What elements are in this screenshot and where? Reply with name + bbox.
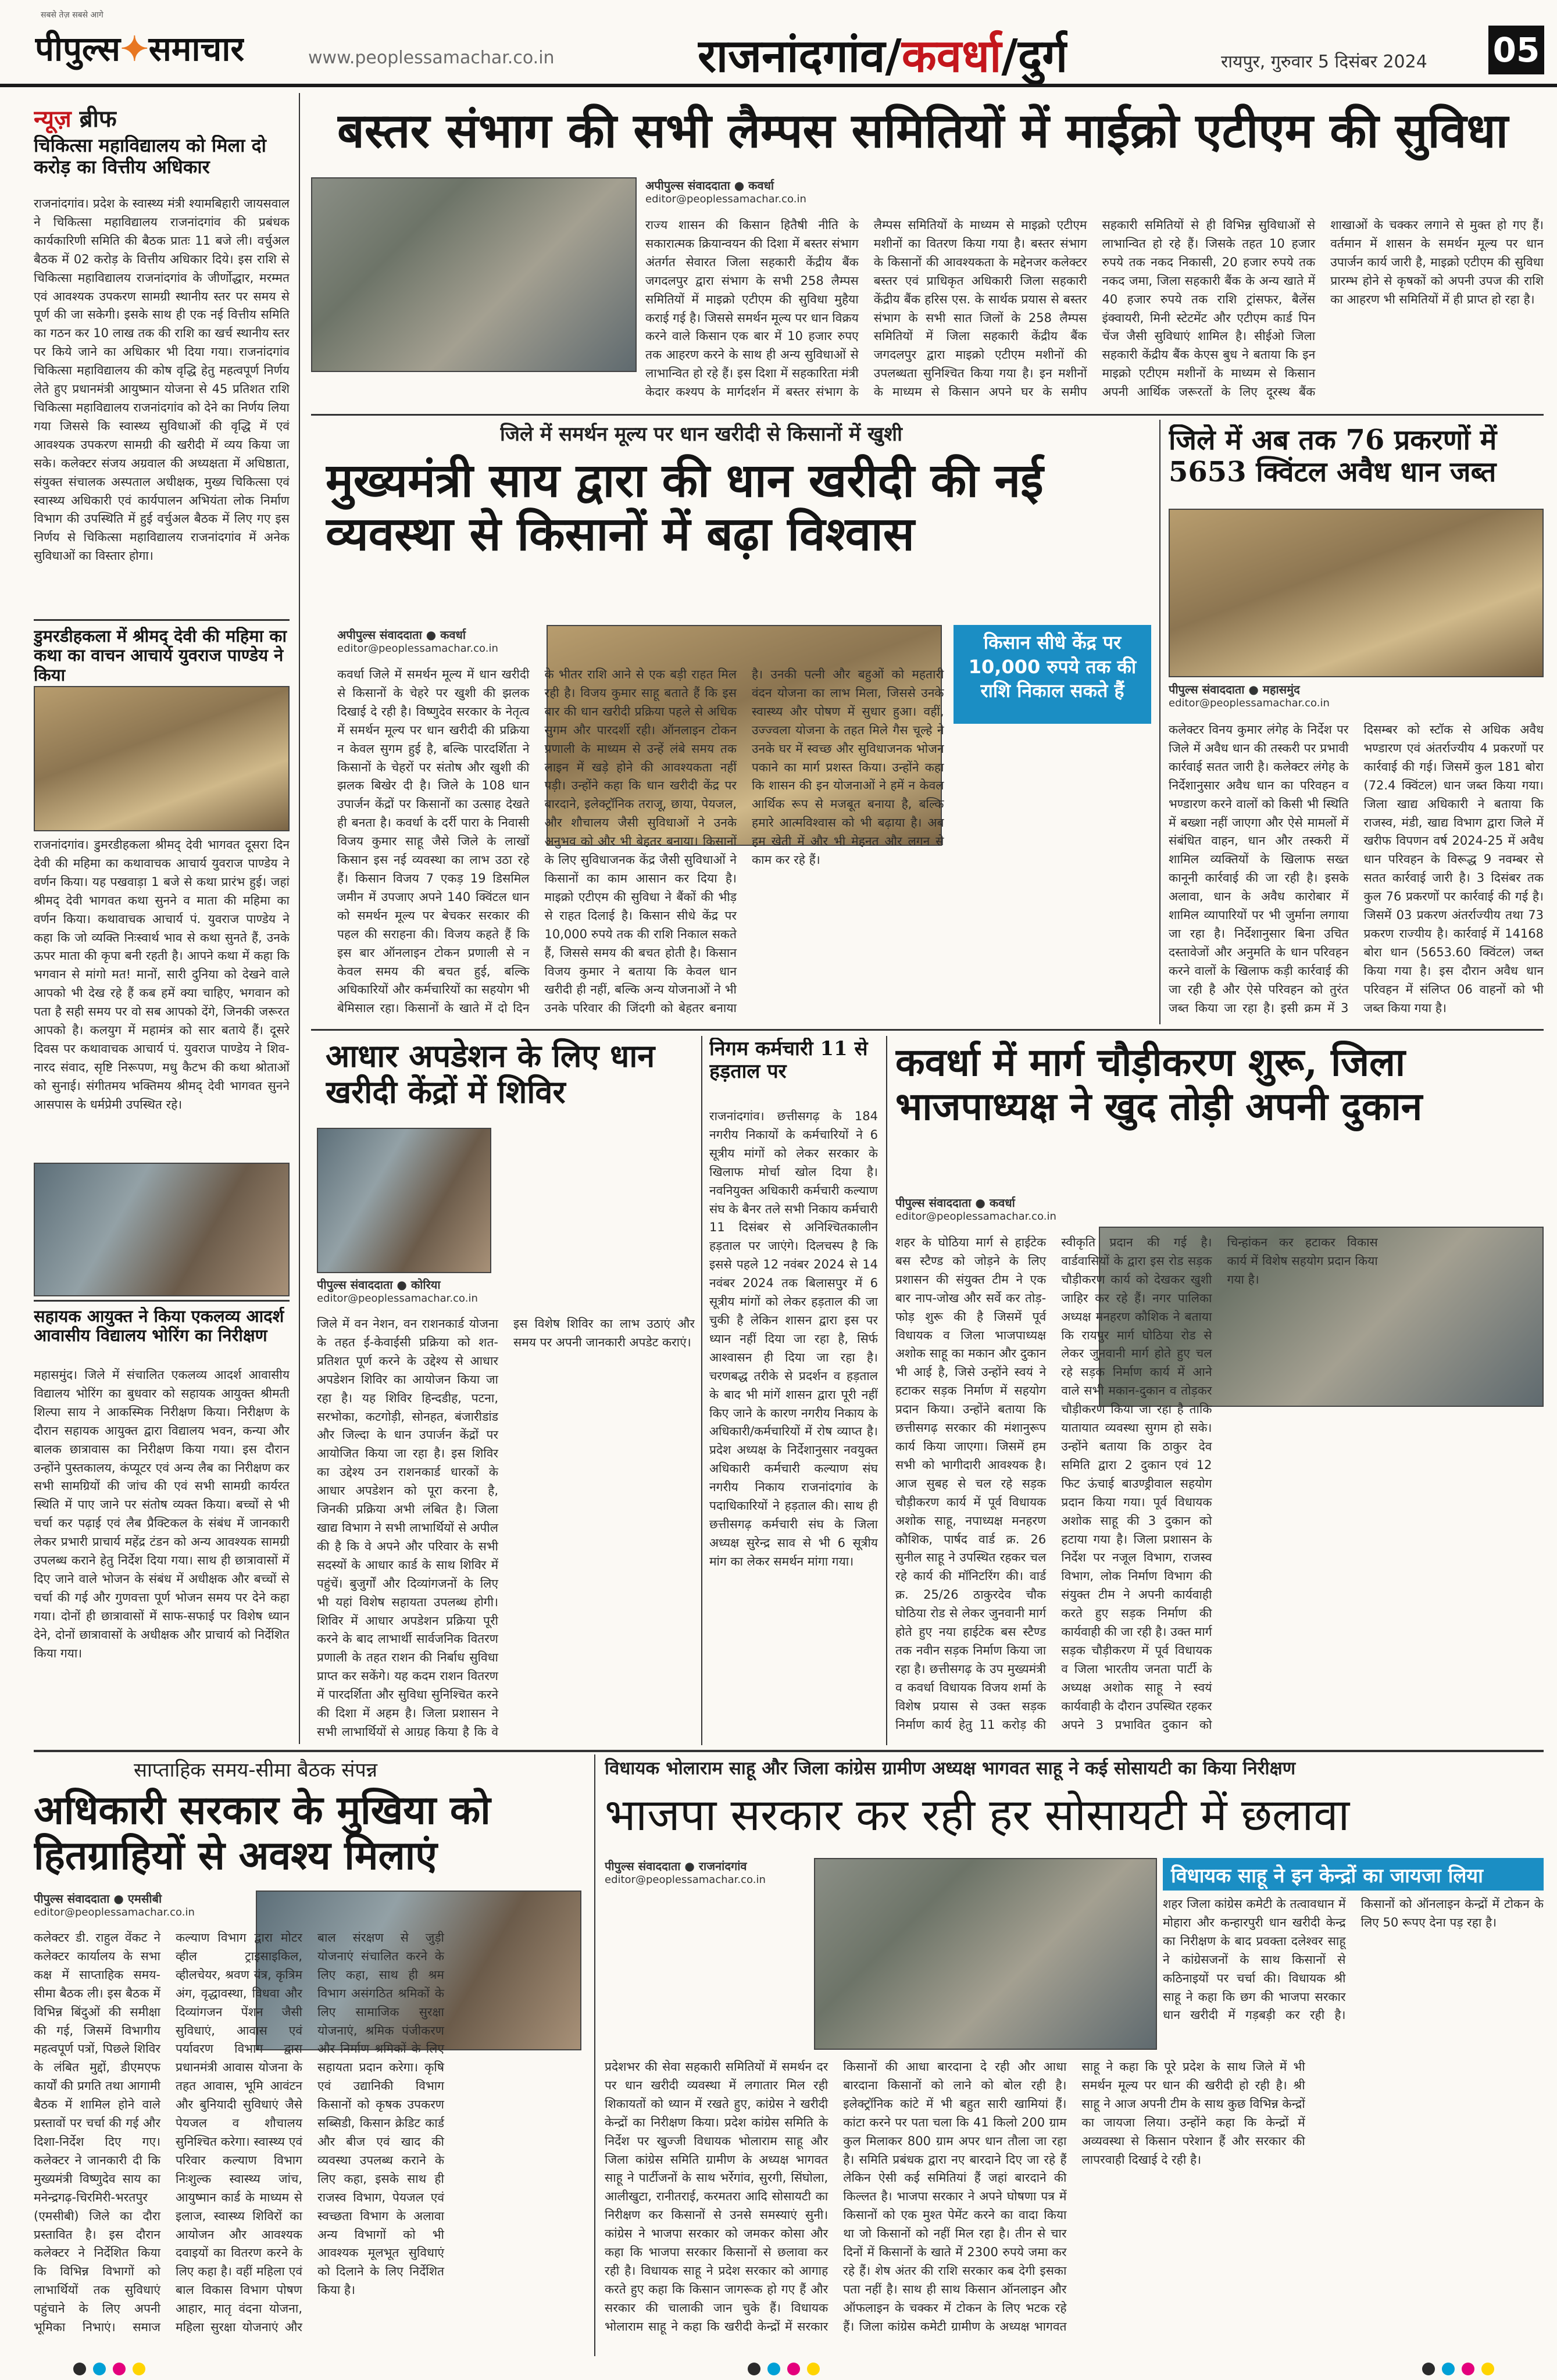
color-dot: [113, 2363, 126, 2375]
divider: [311, 414, 1544, 416]
color-dot: [1422, 2363, 1435, 2375]
brief-tag-a: न्यूज़: [34, 106, 72, 133]
story3-place: महासमुंद: [1262, 682, 1300, 696]
story8-sidebar-body: शहर जिला कांग्रेस कमेटी के तत्वावधान में मोहारा और कन्हारपुरी धान खरीदी केन्द्र का निरीक्षण के बाद प्रवक्ता दलेश्वर साहू ने कांग्रेसजनों के साथ किसानों से कठिनाइयों पर चर्चा की। विधायक श्री साहू ने कहा कि छग की भाजपा सरकार धान खरीदी में गड़बड़ी कर रही है। किसानों को ऑनलाइन केन्द्रों में टोकन के लिए 50 रूपए देना पड़ रहा है।: [1163, 1897, 1544, 2022]
color-dot: [1481, 2363, 1494, 2375]
edition-c: /दुर्ग: [1001, 30, 1068, 83]
seized-paddy-photo: [1169, 509, 1544, 677]
divider: [34, 1300, 290, 1302]
story8-byline: पीपुल्स संवाददाता: [605, 1859, 681, 1873]
story5-body: राजनांदगांव। छत्तीसगढ़ के 184 नगरीय निकायों के कर्मचारियों ने 6 सूत्रीय मांगों को लेकर सरकार के खिलाफ मोर्चा खोल दिया है। नवनियुक्त अधिकारी कर्मचारी कल्याण संघ के बैनर तले सभी निकाय कर्मचारी 11 दिसंबर से अनिश्चितकालीन हड़ताल पर जाएंगे। दिलचस्प है कि इससे पहले 12 नवंबर 2024 से 14 नवंबर 2024 तक बिलासपुर में 6 सूत्रीय मांगों को लेकर हड़ताल की जा चुकी है लेकिन शासन द्वारा इस पर ध्यान नहीं दिया जा रहा है, सिर्फ आश्वासन ही दिया जा रहा है। चरणबद्ध तरीके से प्रदर्शन व हड़ताल के बाद भी मांगें शासन द्वारा पूरी नहीं किए जाने के कारण नगरीय निकाय के अधिकारी/कर्मचारियों में रोष व्याप्त है। प्रदेश अध्यक्ष के निर्देशानुसार नवयुक्त अधिकारी कर्मचारी कल्याण संघ नगरीय निकाय राजनांदगांव के पदाधिकारियों ने हड़ताल की। साथ ही छत्तीसगढ़ कर्मचारी संघ के जिला अध्यक्ष सुरेन्द्र साव से भी 6 सूत्रीय मांग का लेकर समर्थन मांगा गया।: [709, 1109, 878, 1568]
story1-byline-block: अपीपुल्स संवाददाता ● कवर्धा editor@peoplessamachar.co.in: [645, 177, 901, 212]
newspaper-logo[interactable]: [35, 24, 244, 70]
tagline: सबसे तेज़ सबसे आगे: [41, 10, 103, 20]
color-dot: [787, 2363, 800, 2375]
masthead: [0, 0, 1557, 87]
column-rule: [1159, 420, 1160, 1024]
story2-place: कवर्धा: [440, 628, 466, 642]
story8-body: प्रदेशभर की सेवा सहकारी समितियों में समर्थन दर पर धान खरीदी व्यवस्था में लगातार मिल रही शिकायतों को ध्यान में रखते हुए, कांग्रेस ने खरीदी केन्द्रों का निरीक्षण किया। प्रदेश कांग्रेस समिति के निर्देश पर खुज्जी विधायक भोलाराम साहू और जिला कांग्रेस समिति ग्रामीण के अध्यक्ष भागवत साहू ने पार्टीजनों के साथ भर्रेगांव, सुरगी, सिंघोला, आलीखुटा, रानीतराई, करमतरा आदि सोसायटी का निरीक्षण कर किसानों से उनसे समस्याएं सुनी। कांग्रेस ने भाजपा सरकार को जमकर कोसा और कहा कि भाजपा सरकार किसानों से छलावा कर रही है। विधायक साहू ने प्रदेश सरकार को आगाह करते हुए कहा कि किसान जागरूक हो गए हैं और सरकार की चालाकी जान चुके हैं। विधायक भोलाराम साहू ने कहा कि खरीदी केन्द्रों में सरकार किसानों की आधा बारदाना दे रही और आधा बारदाना किसानों को लाने को बोल रही है। इलेक्ट्रॉनिक कांटे में भी बहुत सारी खामियां हैं। कांटा करने पर पता चला कि 41 किलो 200 ग्राम कुल मिलाकर 800 ग्राम अपर धान तौला जा रहा है। समिति प्रबंधक द्वारा नए बारदाने दिए जा रहे हैं लेकिन ऐसी कई समितियां हैं जहां बारदाने की किल्लत है। भाजपा सरकार ने अपने घोषणा पत्र में किसानों को एक मुश्त पेमेंट करने का वादा किया था जो किसानों को नहीं मिल रहा है। तीन से चार दिनों में किसानों के खाते में 2300 रुपये जमा कर रहे हैं। शेष अंतर की राशि सरकार कब देगी इसका पता नहीं है। साथ ही साथ किसान ऑनलाइन और ऑफलाइन के चक्कर में टोकन के लिए भटक रहे हैं। जिला कांग्रेस कमेटी ग्रामीण के अध्यक्ष भागवत साहू ने कहा कि पूरे प्रदेश के साथ जिले में भी समर्थन मूल्य पर धान की खरीदी हो रही है। श्री साहू ने आज अपनी टीम के साथ कुछ विभिन्न केन्द्रों का जायजा लिया। उन्होंने कहा कि केन्द्रों में अव्यवस्था से किसान परेशान हैं और सरकार की लापरवाही दिखाई दे रही है।: [605, 2060, 1305, 2333]
brief2-body: राजनांदगांव। डुमरडीहकला श्रीमद् देवी भागवत दूसरा दिन देवी की महिमा का कथावाचक आचार्य युवराज पाण्डेय ने वर्णन किया। यह पखवाड़ा 1 बजे से कथा प्रारंभ हुई। जहां श्रीमद् देवी भागवत कथा सुनने व माता की महिमा का वर्णन किया। कथावाचक आचार्य पं. युवराज पाण्डेय ने कहा कि जो व्यक्ति निःस्वार्थ भाव से कथा सुनते हैं, उनके ऊपर माता की कृपा बनी रहती है। आपने कथा में कहा कि भगवान से मांगो मत! मानों, सारी दुनिया को देखने वाले आपको भी देख रहे हैं कब हमें क्या चाहिए, भगवान को पता है सही समय पर वो सब आपको देंगे, जिनकी जरूरत आपको है। कलयुग में महामंत्र को सार बताये हैं। दूसरे दिवस पर कथावाचक आचार्य पं. युवराज पाण्डेय ने शिव-नारद संवाद, सृष्टि निरूपण, मधु कैटभ की कथा श्रोताओं को सुनाई। संगीतमय भक्तिमय श्रीमद् देवी भागवत सुनने आसपास के धर्मप्रेमी उपस्थित रहे।: [34, 838, 290, 1112]
story7-body: कलेक्टर डी. राहुल वेंकट ने कलेक्टर कार्यालय के सभा कक्ष में साप्ताहिक समय-सीमा बैठक ली। इस बैठक में विभिन्न बिंदुओं की समीक्षा की गई, जिसमें विभागीय महत्वपूर्ण पत्रों, पिछले शिविर के लंबित मुद्दों, डीएमएफ कार्यों की प्रगति तथा आगामी बैठक में शामिल होने वाले प्रस्तावों पर चर्चा की गई और दिशा-निर्देश दिए गए। कलेक्टर ने जानकारी दी कि मुख्यमंत्री विष्णुदेव साय का मनेन्द्रगढ़-चिरमिरी-भरतपुर (एमसीबी) जिले का दौरा प्रस्तावित है। इस दौरान कलेक्टर ने निर्देशित किया कि विभिन्न विभागों को लाभार्थियों तक सुविधाएं पहुंचाने के लिए अपनी भूमिका निभाएं। समाज कल्याण विभाग द्वारा मोटर व्हील ट्राइसाइकिल, व्हीलचेयर, श्रवण यंत्र, कृत्रिम अंग, वृद्धावस्था, विधवा और दिव्यांगजन पेंशन जैसी सुविधाएं, आवास एवं पर्यावरण विभाग द्वारा प्रधानमंत्री आवास योजना के तहत आवास, भूमि आवंटन और बुनियादी सुविधाएं जैसे पेयजल व शौचालय सुनिश्चित करेगा। स्वास्थ्य एवं परिवार कल्याण विभाग निःशुल्क स्वास्थ्य जांच, आयुष्मान कार्ड के माध्यम से इलाज, स्वास्थ्य शिविरों का आयोजन और आवश्यक दवाइयों का वितरण करने के लिए कहा है। वहीं महिला एवं बाल विकास विभाग पोषण आहार, मातृ वंदना योजना, महिला सुरक्षा योजनाएं और बाल संरक्षण से जुड़ी योजनाएं संचालित करने के लिए कहा, साथ ही श्रम विभाग असंगठित श्रमिकों के लिए सामाजिक सुरक्षा योजनाएं, श्रमिक पंजीकरण और निर्माण श्रमिकों के लिए सहायता प्रदान करेगा। कृषि एवं उद्यानिकी विभाग किसानों को कृषक उपकरण सब्सिडी, किसान क्रेडिट कार्ड और बीज एवं खाद की व्यवस्था उपलब्ध कराने के लिए कहा, इसके साथ ही राजस्व विभाग, पेयजल एवं स्वच्छता विभाग के अलावा अन्य विभागों को भी आवश्यक मूलभूत सुविधाएं को दिलाने के लिए निर्देशित किया है।: [34, 1931, 444, 2335]
color-dot: [1462, 2363, 1474, 2375]
story8-place: राजनांदगांव: [698, 1859, 747, 1873]
aadhaar-camp-photo: [317, 1128, 491, 1273]
story4-byline: पीपुल्स संवाददाता: [317, 1278, 393, 1292]
story2-byline: अपीपुल्स संवाददाता: [337, 628, 422, 642]
story4-email[interactable]: editor@peoplessamachar.co.in: [317, 1292, 478, 1305]
story1-email[interactable]: editor@peoplessamachar.co.in: [645, 193, 806, 205]
story1-headline[interactable]: बस्तर संभाग की सभी लैम्पस समितियों में माईक्रो एटीएम की सुविधा: [337, 103, 1508, 159]
story3-body: कलेक्टर विनय कुमार लंगेह के निर्देश पर जिले में अवैध धान की तस्करी पर प्रभावी कार्रवाई सतत जारी है। कलेक्टर लंगेह के निर्देशानुसार अवैध धान का परिवहन व भण्डारण करने वालों को किसी भी स्थिति में बख्शा नहीं जाएगा और ऐसे मामलों में संबंधित वाहन, धान और तस्करी में शामिल व्यक्तियों के खिलाफ सख्त कानूनी कार्रवाई की जा रही है। इसके अलावा, धान के अवैध कारोबार में शामिल व्यापारियों पर भी जुर्माना लगाया जा रहा है। निर्देशानुसार बिना उचित दस्तावेजों और अनुमति के धान परिवहन करने वालों के खिलाफ कड़ी कार्रवाई की जा रही है और ऐसे परिवहन को तुरंत जब्त किया जा रहा है। इसी क्रम में 3 दिसम्बर को स्टॉक से अधिक अवैध भण्डारण एवं अंतर्राज्यीय 4 प्रकरणों पर कार्रवाई की गई। जिसमें कुल 181 बोरा (72.4 क्विंटल) धान जब्त किया गया। जिला खाद्य अधिकारी ने बताया कि राजस्व, मंडी, खाद्य विभाग द्वारा जिले में खरीफ विपणन वर्ष 2024-25 में अवैध धान परिवहन के विरूद्ध 9 नवम्बर से सतत कार्रवाई जारी है। 3 दिसंबर तक कुल 76 प्रकरणों पर कार्रवाई की गई है। जिसमें 03 प्रकरण अंतर्राज्यीय तथा 73 प्रकरण राज्यीय है। कार्रवाई में 14168 बोरा धान (5653.60 क्विंटल) जब्त किया गया है। इस दौरान अवैध धान परिवहन में संलिप्त 06 वाहनों को भी जब्त किया गया है।: [1169, 723, 1544, 1015]
story7-headline[interactable]: अधिकारी सरकार के मुखिया को हितग्राहियों से अवश्य मिलाएं: [34, 1788, 491, 1879]
story2-byline-block: अपीपुल्स संवाददाता ● कवर्धा editor@peoplessamachar.co.in: [337, 627, 558, 662]
color-dot: [807, 2363, 820, 2375]
color-dot: [748, 2363, 760, 2375]
story3-email[interactable]: editor@peoplessamachar.co.in: [1169, 697, 1330, 709]
story7-byline: पीपुल्स संवाददाता: [34, 1892, 110, 1906]
site-url[interactable]: www.peoplessamachar.co.in: [308, 48, 555, 68]
story4-headline[interactable]: आधार अपडेशन के लिए धान खरीदी केंद्रों में शिविर: [326, 1038, 655, 1111]
divider: [34, 1750, 1544, 1752]
column-rule: [701, 1036, 702, 1745]
story4-place: कोरिया: [410, 1278, 441, 1292]
edition-b: कवर्धा: [901, 30, 1002, 83]
micro-atm-photo: [311, 177, 637, 372]
divider: [311, 1029, 1544, 1031]
dateline: रायपुर, गुरुवार 5 दिसंबर 2024: [1221, 52, 1427, 72]
society-inspection-photo: [814, 1858, 1157, 2050]
edition-a: राजनांदगांव/: [698, 30, 902, 83]
story2-email[interactable]: editor@peoplessamachar.co.in: [337, 642, 498, 655]
registration-marks: [0, 2359, 1557, 2380]
story4-body: जिले में वन नेशन, वन राशनकार्ड योजना के तहत ई-केवाईसी प्रक्रिया को शत-प्रतिशत पूर्ण करने के उद्देश्य से आधार अपडेशन शिविर का आयोजन किया जा रहा है। यह शिविर हिन्दडीह, पटना, सरभोका, कटगोड़ी, सोनहत, बंजारीडांड और जिल्दा के धान उपार्जन केंद्रों पर आयोजित किया जा रहा है। इस शिविर का उद्देश्य उन राशनकार्ड धारकों के आधार अपडेशन को पूरा करना है, जिनकी प्रक्रिया अभी लंबित है। जिला खाद्य विभाग ने सभी लाभार्थियों से अपील की है कि वे अपने और परिवार के सभी सदस्यों के आधार कार्ड के साथ शिविर में पहुंचें। बुजुर्गों और दिव्यांगजनों के लिए भी यहां विशेष सहायता उपलब्ध होगी। शिविर में आधार अपडेशन प्रक्रिया पूरी करने के बाद लाभार्थी सार्वजनिक वितरण प्रणाली के तहत राशन की निर्बाध सुविधा प्राप्त कर सकेंगे। यह कदम राशन वितरण में पारदर्शिता और सुविधा सुनिश्चित करने की दिशा में अहम है। जिला प्रशासन ने सभी लाभार्थियों से आग्रह किया है कि वे इस विशेष शिविर का लाभ उठाएं और समय पर अपनी जानकारी अपडेट कराएं।: [317, 1317, 695, 1739]
story7-place: एमसीबी: [127, 1892, 162, 1906]
logo-left: पीपुल्स: [35, 29, 120, 69]
brief3-title[interactable]: सहायक आयुक्त ने किया एकलव्य आदर्श आवासीय विद्यालय भोरिंग का निरीक्षण: [34, 1307, 284, 1346]
story1-body: राज्य शासन की किसान हितैषी नीति के सकारात्मक क्रियान्वयन की दिशा में बस्तर संभाग अंतर्गत सेवारत जिला सहकारी केंद्रीय बैंक जगदलपुर द्वारा संभाग के सभी 258 लैम्पस समितियों में माइक्रो एटीएम की सुविधा मुहैया कराई गई है। जिससे समर्थन मूल्य पर धान विक्रय करने वाले किसान एक बार में 10 हजार रुपए तक आहरण करने के साथ ही अन्य सुविधाओं से लाभान्वित हो रहे हैं। इस दिशा में सहकारिता मंत्री केदार कश्यप के मार्गदर्शन में बस्तर संभाग के लैम्पस समितियों के माध्यम से माइक्रो एटीएम मशीनों का वितरण किया गया है। बस्तर संभाग के किसानों की आवश्यकता के मद्देनजर कलेक्टर बस्तर एवं प्राधिकृत अधिकारी जिला सहकारी केंद्रीय बैंक हरिस एस. के सार्थक प्रयास से बस्तर संभाग के सभी सात जिलों के 258 लैम्पस समितियों में जिला सहकारी केंद्रीय बैंक जगदलपुर द्वारा माइक्रो एटीएम मशीनों की उपलब्धता सुनिश्चित किया गया है। इन मशीनों के माध्यम से किसान अपने घर के समीप सहकारी समितियों से ही विभिन्न सुविधाओं से लाभान्वित हो रहे हैं। जिसके तहत 10 हजार रुपये तक नकद निकासी, 20 हजार रुपये तक नकद जमा, जिला सहकारी बैंक के अन्य खाते में 40 हजार रुपये तक राशि ट्रांसफर, बैलेंस इंक्वायरी, मिनी स्टेटमेंट और एटीएम कार्ड पिन चेंज जैसी सुविधाएं शामिल है। सीईओ जिला सहकारी केंद्रीय बैंक केएस बुध ने बताया कि इन माइक्रो एटीएम मशीनों के माध्यम से किसान अपनी आर्थिक जरूरतों के लिए दूरस्थ बैंक शाखाओं के चक्कर लगाने से मुक्त हो गए हैं। वर्तमान में शासन के समर्थन मूल्य पर धान उपार्जन कार्य जारी है, माइक्रो एटीएम की सुविधा प्रारम्भ होने से कृषकों को अपनी उपज की राशि का आहरण भी समितियों में ही प्राप्त हो रहा है।: [645, 218, 1544, 399]
story7-email[interactable]: editor@peoplessamachar.co.in: [34, 1906, 195, 1918]
story7-byline-block: पीपुल्स संवाददाता ● एमसीबी editor@peoplessamachar.co.in: [34, 1891, 255, 1925]
divider: [34, 619, 290, 621]
story6-headline[interactable]: कवर्धा में मार्ग चौड़ीकरण शुरू, जिला भाजपाध्यक्ष ने खुद तोड़ी अपनी दुकान: [895, 1041, 1423, 1129]
color-dot: [73, 2363, 86, 2375]
logo-right: समाचार: [148, 29, 245, 69]
story2-headline[interactable]: मुख्यमंत्री साय द्वारा की धान खरीदी की नई व्यवस्था से किसानों में बढ़ा विश्वास: [326, 453, 1044, 561]
story2-body: कवर्धा जिले में समर्थन मूल्य में धान खरीदी से किसानों के चेहरे पर खुशी की झलक दिखाई दे रही है। विष्णुदेव सरकार के नेतृत्व में समर्थन मूल्य पर धान खरीदी की प्रक्रिया न केवल सुगम हुई है, बल्कि पारदर्शिता ने किसानों के चेहरों पर संतोष और खुशी की झलक बिखेर दी है। जिले के 108 धान उपार्जन केंद्रों पर किसानों का उत्साह देखते ही बनता है। कवर्धा के दर्री पारा के निवासी विजय कुमार साहू जैसे जिले के लाखों किसान इस नई व्यवस्था का लाभ उठा रहे हैं। किसान विजय 7 एकड़ 19 डिसमिल जमीन में उपजाए अपने 140 क्विंटल धान को समर्थन मूल्य पर बेचकर सरकार की पहल की सराहना की। विजय कहते हैं कि इस बार ऑनलाइन टोकन प्रणाली से न केवल समय की बचत हुई, बल्कि अधिकारियों और कर्मचारियों का सहयोग भी बेमिसाल रहा। किसानों के खाते में दो दिन के भीतर राशि आने से एक बड़ी राहत मिल रही है। विजय कुमार साहू बताते हैं कि इस बार की धान खरीदी प्रक्रिया पहले से अधिक सुगम और पारदर्शी रही। ऑनलाइन टोकन प्रणाली के माध्यम से उन्हें लंबे समय तक लाइन में खड़े होने की आवश्यकता नहीं पड़ी। उन्होंने कहा कि धान खरीदी केंद्र पर बारदाने, इलेक्ट्रॉनिक तराजू, छाया, पेयजल, और शौचालय जैसी सुविधाओं ने उनके अनुभव को और भी बेहतर बनाया। किसानों के लिए सुविधाजनक केंद्र जैसी सुविधाओं ने किसानों का काम आसान कर दिया है। माइक्रो एटीएम की सुविधा ने बैंकों की भीड़ से राहत दिलाई है। किसान सीधे केंद्र पर 10,000 रुपये तक की राशि निकाल सकते हैं, जिससे समय की बचत होती है। किसान विजय कुमार ने बताया कि केवल धान खरीदी ही नहीं, बल्कि अन्य योजनाओं ने भी उनके परिवार की जिंदगी को बेहतर बनाया है। उनकी पत्नी और बहुओं को महतारी वंदन योजना का लाभ मिला, जिससे उनके स्वास्थ्य और पोषण में सुधार हुआ। वहीं, उज्ज्वला योजना के तहत मिले गैस चूल्हे ने उनके घर में स्वच्छ और सुविधाजनक भोजन पकाने का मार्ग प्रशस्त किया। उन्होंने कहा कि शासन की इन योजनाओं ने हमें न केवल आर्थिक रूप से मजबूत बनाया है, बल्कि हमारे आत्मविश्वास को भी बढ़ाया है। अब हम खेती में और भी मेहनत और लगन से काम कर रहे हैं।: [337, 667, 944, 1016]
story6-byline-block: पीपुल्स संवाददाता ● कवर्धा editor@peoplessamachar.co.in: [895, 1195, 1093, 1230]
color-dots: [744, 2363, 837, 2378]
bhagwat-katha-photo: [34, 686, 290, 831]
color-dots: [70, 2363, 163, 2378]
story1-place: कवर्धा: [748, 178, 774, 192]
story3-headline[interactable]: जिले में अब तक 76 प्रकरणों में 5653 क्विंटल अवैध धान जब्त: [1169, 424, 1497, 489]
story8-kicker: विधायक भोलाराम साहू और जिला कांग्रेस ग्रामीण अध्यक्ष भागवत साहू ने कई सोसायटी का किया निरीक्षण: [605, 1758, 1296, 1779]
story8-byline-block: पीपुल्स संवाददाता ● राजनांदगांव editor@peoplessamachar.co.in: [605, 1858, 814, 1893]
story6-place: कवर्धा: [989, 1196, 1015, 1210]
school-inspection-photo: [34, 1163, 290, 1296]
edition-title: [698, 23, 1067, 85]
color-dot: [1442, 2363, 1455, 2375]
story4-byline-block: पीपुल्स संवाददाता ● कोरिया editor@peoplessamachar.co.in: [317, 1277, 491, 1311]
brief-tag-b: ब्रीफ: [79, 106, 117, 133]
story3-byline-block: पीपुल्स संवाददाता ● महासमुंद editor@peoplessamachar.co.in: [1169, 681, 1355, 716]
brief3-body: महासमुंद। जिले में संचालित एकलव्य आदर्श आवासीय विद्यालय भोरिंग का बुधवार को सहायक आयुक्त श्रीमती शिल्पा साय ने आकस्मिक निरीक्षण किया। निरीक्षण के दौरान सहायक आयुक्त द्वारा विद्यालय भवन, कन्या और बालक छात्रावास का निरीक्षण किया गया। इस दौरान उन्होंने पुस्तकालय, कंप्यूटर एवं अन्य लैब का निरीक्षण कर सभी सामग्रियों की जांच की एवं सभी सामग्री कार्यरत स्थिति में पाए जाने पर संतोष व्यक्त किया। बच्चों से भी चर्चा कर पढ़ाई एवं लैब प्रैक्टिकल के संबंध में जानकारी लेकर प्रभारी प्राचार्य महेंद्र टंडन को अन्य आवश्यक सामग्री उपलब्ध कराने हेतु निर्देश दिया गया। साथ ही छात्रावासों में दिए जाने वाले भोजन के संबंध में अधीक्षक और बच्चों से चर्चा की गई और गुणवत्ता पूर्ण भोजन समय पर देने कहा गया। दोनों ही छात्रावासों में साफ-सफाई पर विशेष ध्यान देने, दोनों छात्रावासों के अधीक्षक और प्राचार्य को निर्देशित किया गया।: [34, 1368, 290, 1660]
story8-email[interactable]: editor@peoplessamachar.co.in: [605, 1874, 766, 1886]
story1-byline: अपीपुल्स संवाददाता: [645, 178, 730, 192]
story2-kicker: जिले में समर्थन मूल्य पर धान खरीदी से किसानों में खुशी: [500, 423, 902, 446]
brief1-body: राजनांदगांव। प्रदेश के स्वास्थ्य मंत्री श्यामबिहारी जायसवाल ने चिकित्सा महाविद्यालय राजनांदगांव की प्रबंधक कार्यकारिणी समिति की बैठक प्रातः 11 बजे ली। वर्चुअल बैठक में 02 करोड़ के वित्तीय अधिकार दिये। इस राशि से चिकित्सा महाविद्यालय राजनांदगांव के जीर्णोद्धार, मरम्मत एवं आवश्यक उपकरण सामग्री स्थानीय स्तर पर समय से पूर्ण की जा सकेगी। इसके साथ ही एक नई वित्तीय समिति का गठन कर 10 लाख तक की राशि का खर्च स्थानीय स्तर पर किये जाने का अधिकार भी दिया गया। राजनांदगांव चिकित्सा महाविद्यालय की कोष वृद्धि हेतु महत्वपूर्ण निर्णय लेते हुए प्रधानमंत्री आयुष्मान योजना से 45 प्रतिशत राशि चिकित्सा महाविद्यालय राजनांदगांव को देने का निर्णय लिया गया जिससे कि स्वास्थ्य सुविधाओं की वृद्धि में एवं आवश्यक उपकरण सामग्री की खरीदी में व्यय किया जा सके। कलेक्टर संजय अग्रवाल की अध्यक्षता में अधिष्ठाता, संयुक्त संचालक अस्पताल अधीक्षक, मुख्य चिकित्सा एवं स्वास्थ्य अधिकारी एवं कार्यपालन अभियंता लोक निर्माण विभाग की उपस्थिति में हुई वर्चुअल बैठक में लिए गए इस निर्णय से चिकित्सा महाविद्यालय राजनांदगांव में अनेक सुविधाओं का विस्तार होगा।: [34, 196, 290, 563]
story8-sidebar-title: विधायक साहू ने इन केन्द्रों का जायजा लिया: [1163, 1858, 1544, 1891]
color-dot: [767, 2363, 780, 2375]
column-rule: [594, 1754, 595, 2356]
column-rule: [886, 1036, 887, 1745]
color-dot: [93, 2363, 106, 2375]
story6-byline: पीपुल्स संवाददाता: [895, 1196, 972, 1210]
brief1-title[interactable]: चिकित्सा महाविद्यालय को मिला दो करोड़ का वित्तीय अधिकार: [34, 135, 266, 178]
story6-body: शहर के घोठिया मार्ग से हाईटेक बस स्टैण्ड को जोड़ने के लिए प्रशासन की संयुक्त टीम ने एक बार नाप-जोख और सर्वे कर तोड़-फोड़ शुरू की है जिसमें पूर्व विधायक व जिला भाजपाध्यक्ष अशोक साहू का मकान और दुकान भी आई है, जिसे उन्होंने स्वयं ने हटाकर सड़क निर्माण में सहयोग प्रदान किया। उन्होंने बताया कि छत्तीसगढ़ सरकार की मंशानुरूप कार्य किया जाएगा। जिसमें हम सभी को भागीदारी आवश्यक है। आज सुबह से चल रहे सड़क चौड़ीकरण कार्य में पूर्व विधायक अशोक साहू, नपाध्यक्ष मनहरण कौशिक, पार्षद वार्ड क्र. 26 सुनील साहू ने उपस्थित रहकर चल रहे कार्य की मॉनिटरिंग की। वार्ड क्र. 25/26 ठाकुरदेव चौक घोठिया रोड से लेकर जुनवानी मार्ग होते हुए नया हाईटेक बस स्टैण्ड तक नवीन सड़क निर्माण किया जा रहा है। छत्तीसगढ़ के उप मुख्यमंत्री व कवर्धा विधायक विजय शर्मा के विशेष प्रयास से उक्त सड़क निर्माण कार्य हेतु 11 करोड़ की स्वीकृति प्रदान की गई है। वार्डवासियों के द्वारा इस रोड सड़क चौड़ीकरण कार्य को देखकर खुशी जाहिर कर रहे हैं। नगर पालिका अध्यक्ष मनहरण कौशिक ने बताया कि रायपुर मार्ग घोठिया रोड से लेकर जुनवानी मार्ग होते हुए चल रहे सड़क निर्माण कार्य में आने वाले सभी मकान-दुकान व तोड़कर चौड़ीकरण किया जा रहा है ताकि यातायात व्यवस्था सुगम हो सके। उन्होंने बताया कि ठाकुर देव समिति द्वारा 2 दुकान एवं 12 फिट ऊंचाई बाउण्ड्रीवाल सहयोग प्रदान किया गया। पूर्व विधायक अशोक साहू की 3 दुकान को हटाया गया है। जिला प्रशासन के निर्देश पर नजूल विभाग, राजस्व विभाग, लोक निर्माण विभाग की संयुक्त टीम ने अपनी कार्यवाही करते हुए सड़क निर्माण की कार्यवाही की जा रही है। उक्त मार्ग सड़क चौड़ीकरण में पूर्व विधायक व जिला भारतीय जनता पार्टी के अध्यक्ष अशोक साहू ने स्वयं कार्यवाही के दौरान उपस्थित रहकर अपने 3 प्रभावित दुकान को चिन्हांकन कर हटाकर विकास कार्य में विशेष सहयोग प्रदान किया गया है।: [895, 1235, 1378, 1732]
brief2-title[interactable]: डुमरडीहकला में श्रीमद् देवी की महिमा का कथा का वाचन आचार्य युवराज पाण्डेय ने किया: [34, 627, 287, 685]
color-dot: [133, 2363, 145, 2375]
story6-email[interactable]: editor@peoplessamachar.co.in: [895, 1210, 1056, 1223]
column-rule: [299, 93, 300, 1744]
news-brief-tag: [34, 102, 117, 134]
story2-highlight: किसान सीधे केंद्र पर 10,000 रुपये तक की राशि निकाल सकते हैं: [954, 625, 1151, 724]
story3-byline: पीपुल्स संवाददाता: [1169, 682, 1245, 696]
story7-kicker: साप्ताहिक समय-सीमा बैठक संपन्न: [134, 1759, 378, 1782]
logo-dot: ✦: [120, 29, 149, 69]
story8-headline[interactable]: भाजपा सरकार कर रही हर सोसायटी में छलावा: [605, 1789, 1350, 1841]
story5-headline[interactable]: निगम कर्मचारी 11 से हड़ताल पर: [709, 1038, 868, 1084]
color-dots: [1419, 2363, 1512, 2378]
page-number: 05: [1488, 26, 1544, 74]
